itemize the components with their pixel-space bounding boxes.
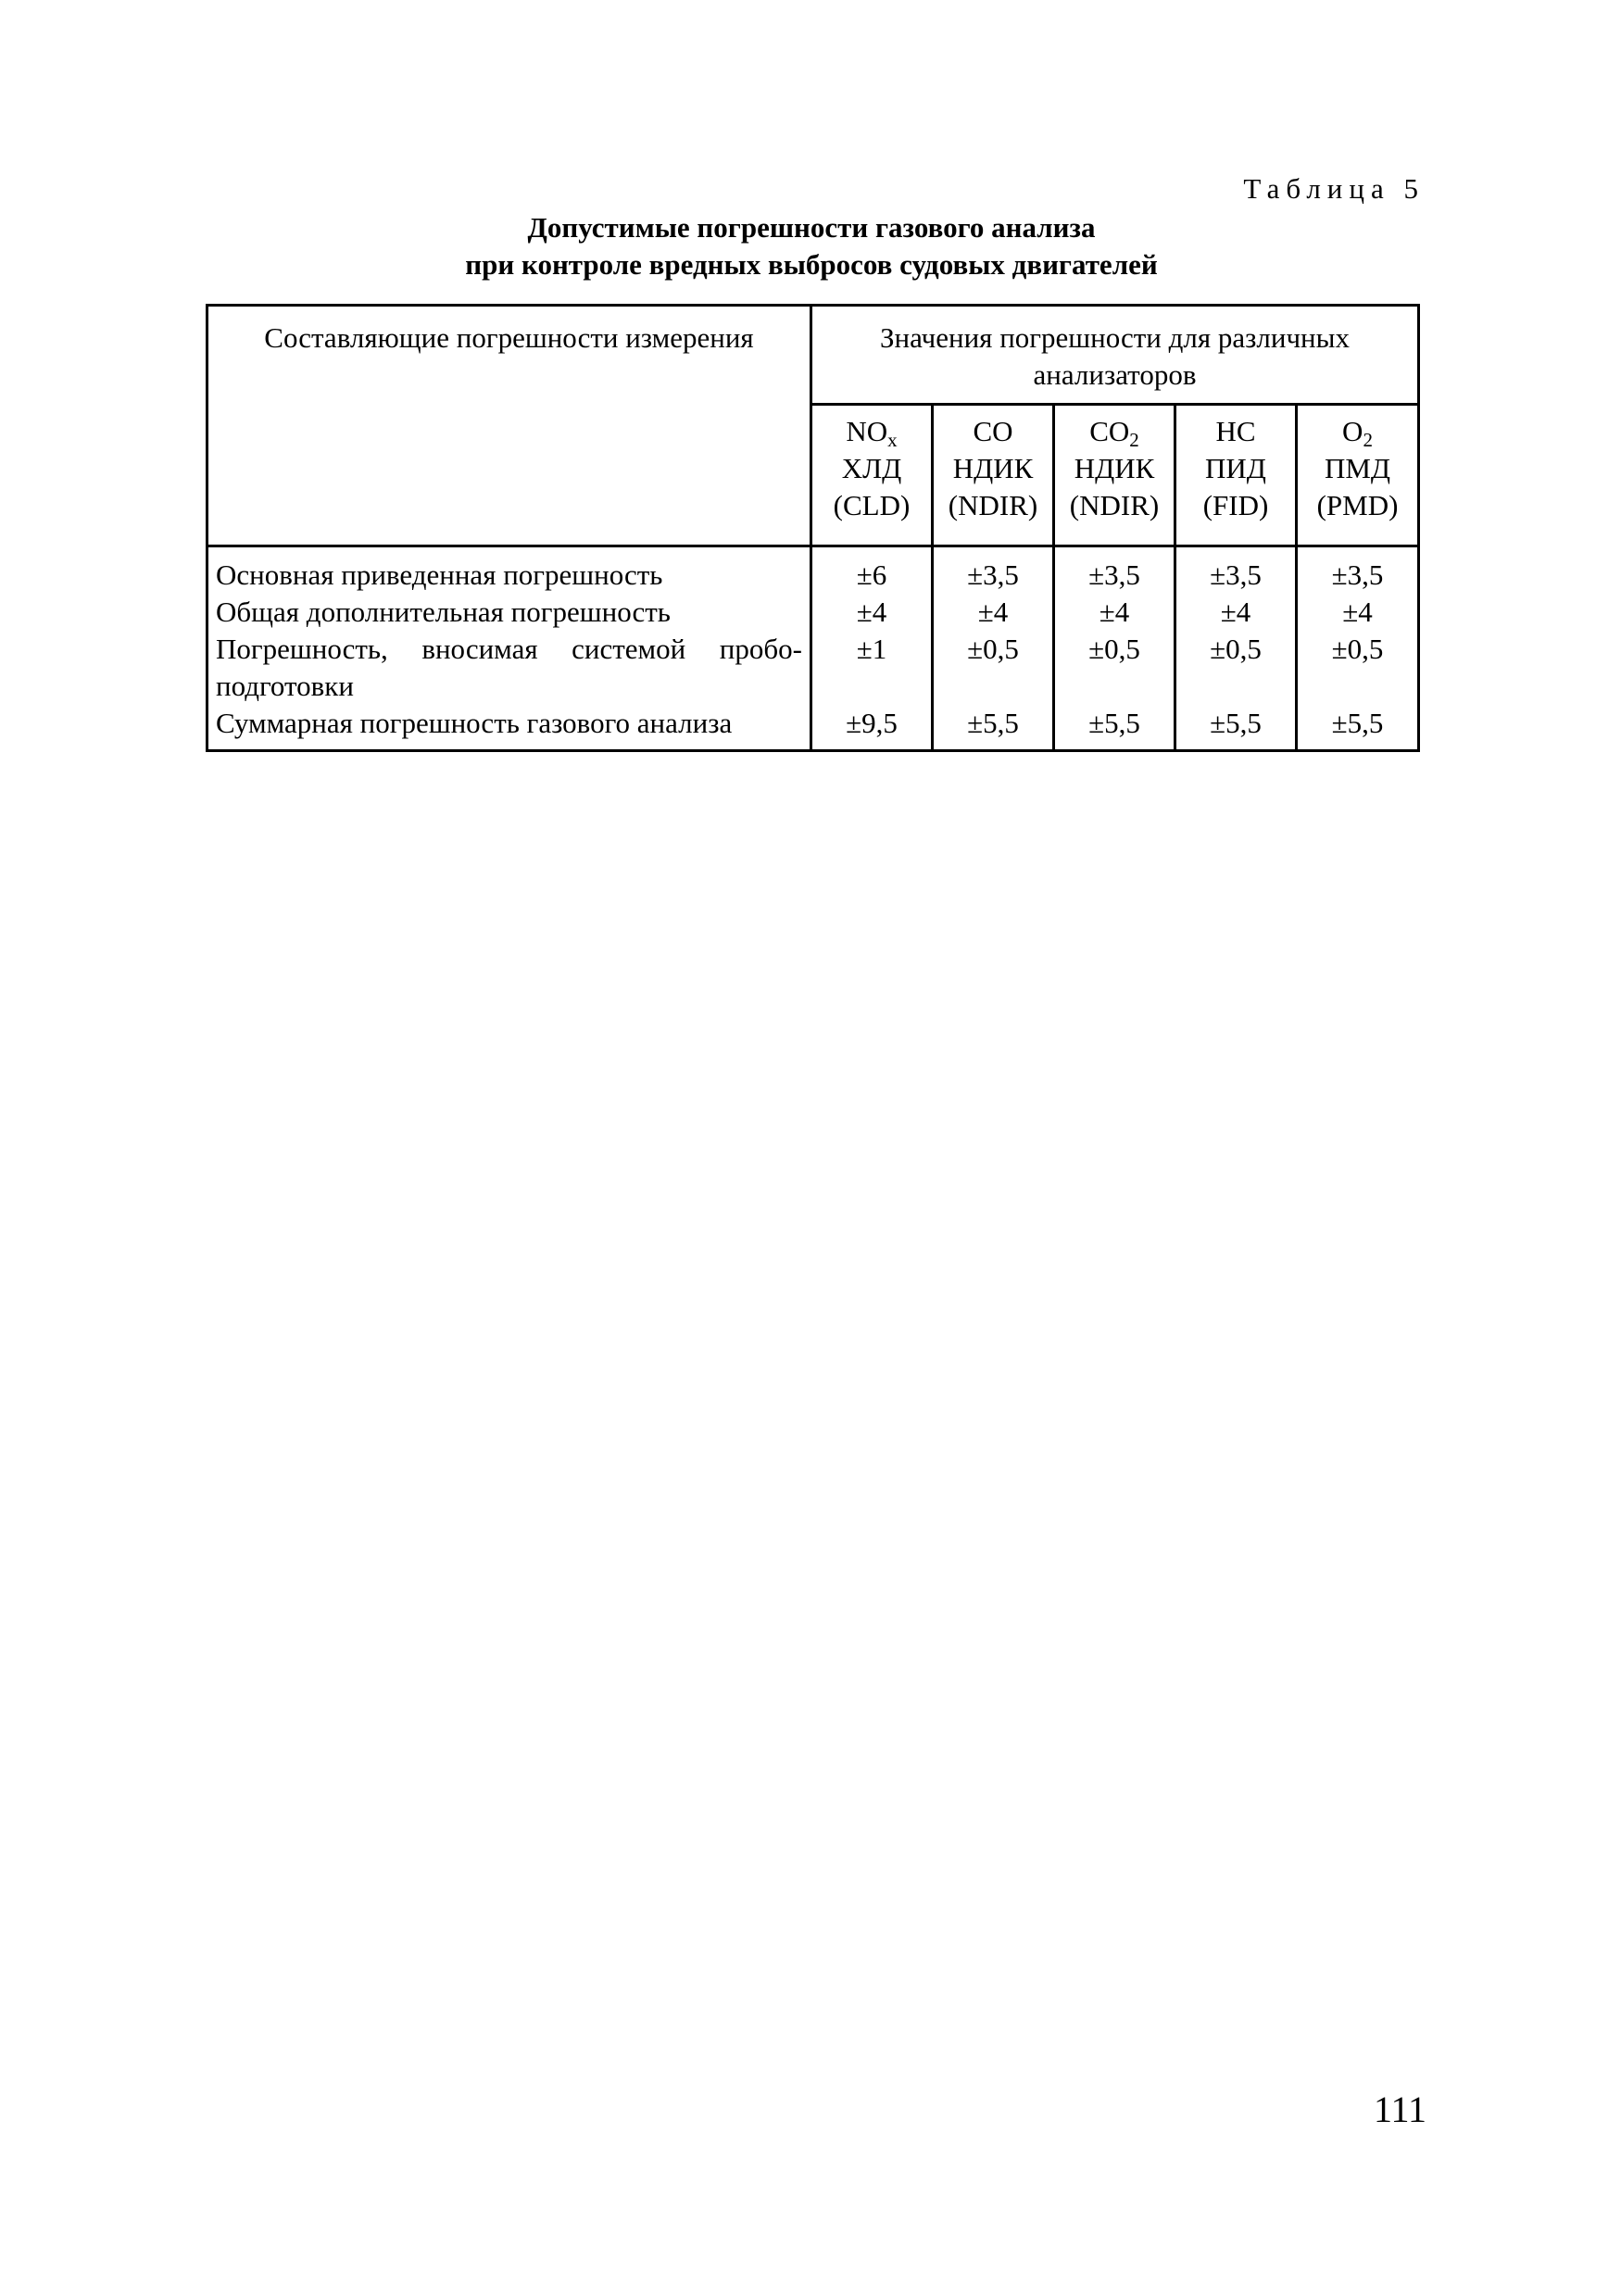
values-o2 bbox=[1297, 546, 1419, 751]
table-number-label: Таблица 5 bbox=[1243, 172, 1425, 205]
header-analyzer-nox: $NO_x$ ХЛД (CLD) bbox=[811, 405, 933, 546]
row-label: Погрешность, вносимая системой пробо- bbox=[216, 633, 802, 665]
header-values-group: Значения погрешности для различных анализаторов bbox=[811, 306, 1419, 405]
value-cell: ±4 bbox=[856, 596, 887, 628]
value-cell: ±5,5 bbox=[1331, 707, 1384, 739]
row-label: Основная приведенная погрешность bbox=[216, 558, 663, 591]
header-analyzer-co2: $CO_2$ НДИК (NDIR) bbox=[1054, 405, 1175, 546]
caption-line-1: Допустимые погрешности газового анализа bbox=[527, 211, 1096, 244]
header-row-1 bbox=[207, 306, 1419, 405]
caption-line-2: при контроле вредных выбросов судовых двигателей bbox=[465, 248, 1158, 281]
row-label: Общая дополнительная погрешность bbox=[216, 596, 671, 628]
header-analyzer-o2: $O_2$ ПМД (PMD) bbox=[1297, 405, 1419, 546]
value-cell: ±3,5 bbox=[1088, 558, 1140, 591]
value-cell: ±1 bbox=[856, 633, 887, 665]
page-number: 111 bbox=[1373, 2089, 1426, 2130]
table-caption bbox=[206, 209, 1417, 283]
value-cell: ±4 bbox=[1342, 596, 1373, 628]
value-cell: ±4 bbox=[977, 596, 1009, 628]
value-cell: ±3,5 bbox=[1210, 558, 1262, 591]
values-hc bbox=[1175, 546, 1297, 751]
values-nox bbox=[811, 546, 933, 751]
header-components: Составляющие погрешности измерения bbox=[207, 306, 811, 546]
value-cell: ±0,5 bbox=[1088, 633, 1140, 665]
row-label: Суммарная погрешность газового анализа bbox=[216, 707, 733, 739]
value-cell: ±5,5 bbox=[967, 707, 1019, 739]
header-analyzer-hc: HC ПИД (FID) bbox=[1175, 405, 1297, 546]
value-cell: ±3,5 bbox=[967, 558, 1019, 591]
value-cell: ±0,5 bbox=[1210, 633, 1262, 665]
value-cell: ±0,5 bbox=[1331, 633, 1384, 665]
value-cell: ±5,5 bbox=[1210, 707, 1262, 739]
components-cell bbox=[207, 546, 811, 751]
value-cell: ±4 bbox=[1220, 596, 1251, 628]
value-cell: ±0,5 bbox=[967, 633, 1019, 665]
values-co bbox=[933, 546, 1054, 751]
error-table bbox=[206, 304, 1420, 752]
header-analyzer-co: CO НДИК (NDIR) bbox=[933, 405, 1054, 546]
value-cell: ±5,5 bbox=[1088, 707, 1140, 739]
value-cell: ±9,5 bbox=[846, 707, 898, 739]
value-cell: ±6 bbox=[856, 558, 887, 591]
value-cell: ±3,5 bbox=[1331, 558, 1384, 591]
row-label-continuation: подготовки bbox=[216, 670, 354, 702]
table-body-row bbox=[207, 546, 1419, 751]
values-co2 bbox=[1054, 546, 1175, 751]
value-cell: ±4 bbox=[1099, 596, 1130, 628]
